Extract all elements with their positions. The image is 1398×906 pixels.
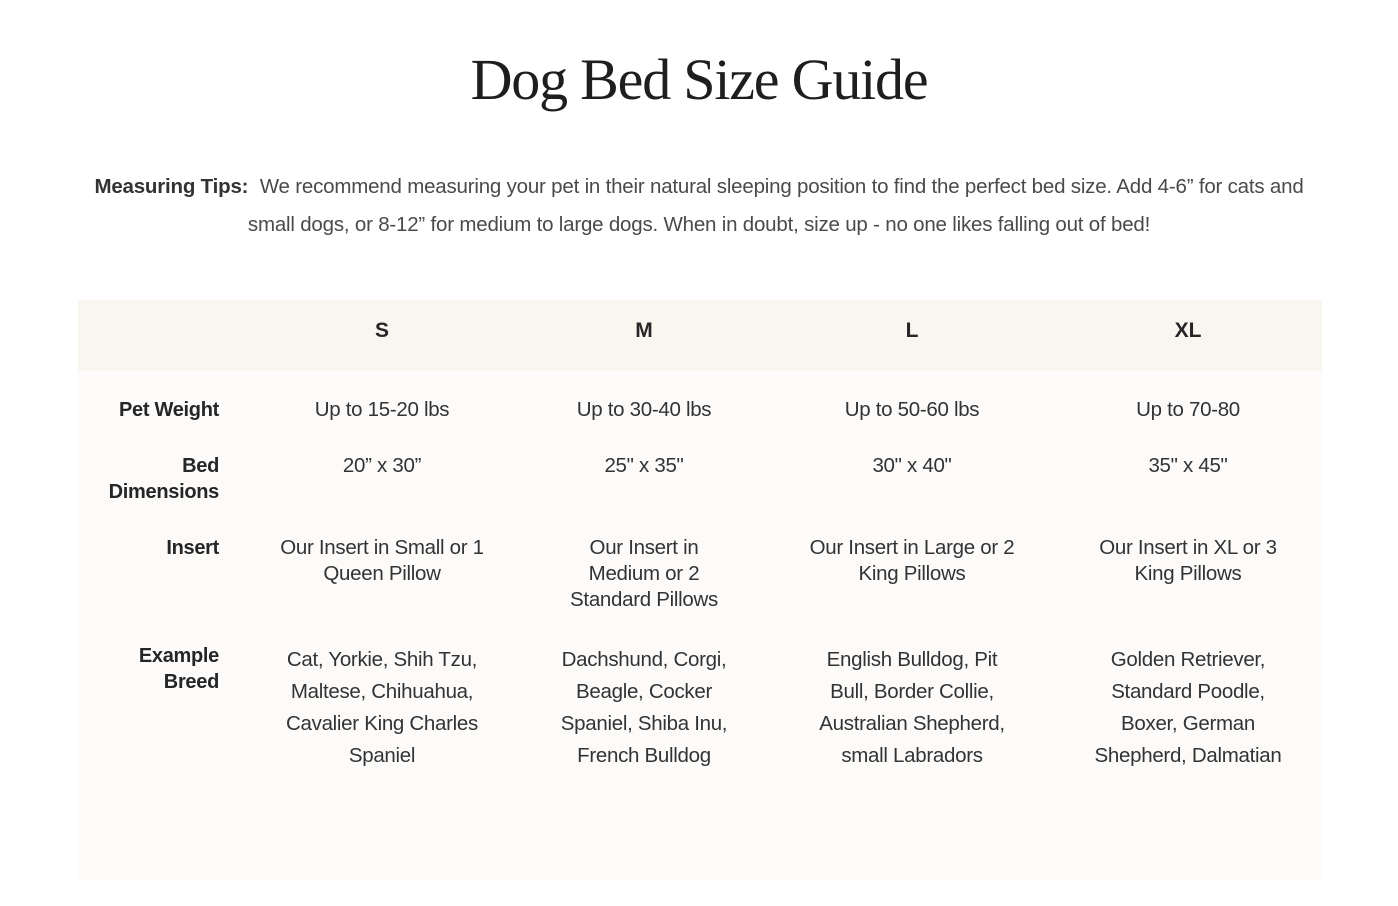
measuring-tips (80, 168, 1318, 244)
table-cell: English Bulldog, Pit Bull, Border Collie, Australian Shepherd, small Labradors (819, 648, 1005, 767)
table-cell: Up to 15-20 lbs (314, 398, 450, 421)
measuring-tips-text: We recommend measuring your pet in their natural sleeping position to find the perfect bed size. Add 4-6” for cats and small dogs, or 8-12” for medium to large dogs. When in doubt, size up - no one likes falling out of bed! (247, 175, 1304, 236)
table-cell: 35" x 45" (1148, 454, 1228, 477)
table-cell: Our Insert in XL or 3 King Pillows (1099, 536, 1277, 585)
table-cell: Cat, Yorkie, Shih Tzu, Maltese, Chihuahua, Cavalier King Charles Spaniel (286, 648, 478, 767)
table-cell: Dachshund, Corgi, Beagle, Cocker Spaniel, Shiba Inu, French Bulldog (560, 648, 728, 767)
table-cell: Our Insert in Medium or 2 Standard Pillows (570, 536, 718, 611)
header-size-xl: XL (1174, 319, 1202, 342)
header-size-m: M (635, 319, 653, 342)
row-label: Insert (166, 537, 219, 559)
size-guide-table (78, 300, 1322, 880)
table-cell: 20” x 30” (342, 454, 422, 477)
table-cell: Our Insert in Small or 1 Queen Pillow (280, 536, 484, 585)
row-label: Pet Weight (119, 399, 219, 421)
table-cell: Our Insert in Large or 2 King Pillows (809, 536, 1015, 585)
table-cell: 25" x 35" (604, 454, 684, 477)
table-cell: Up to 50-60 lbs (844, 398, 980, 421)
table-header-row (78, 300, 1322, 371)
row-label: Example Breed (138, 645, 219, 693)
table-cell: 30" x 40" (872, 454, 952, 477)
header-size-s: S (374, 319, 390, 342)
row-label: Bed Dimensions (108, 455, 219, 503)
header-size-l: L (905, 319, 919, 342)
page-title: Dog Bed Size Guide (470, 47, 928, 112)
table-cell: Up to 30-40 lbs (576, 398, 712, 421)
measuring-tips-label: Measuring Tips: (94, 175, 249, 198)
table-cell: Golden Retriever, Standard Poodle, Boxer, German Shepherd, Dalmatian (1094, 648, 1282, 767)
table-cell: Up to 70-80 (1136, 398, 1240, 421)
